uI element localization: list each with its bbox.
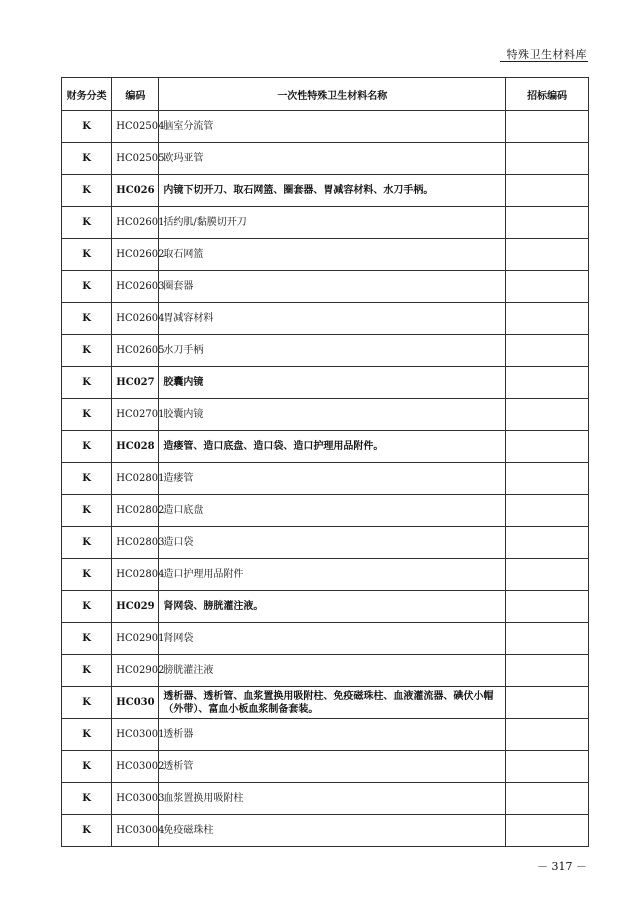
finance-category-cell: K [62,719,112,751]
item-code-cell: HC029 [112,591,159,623]
item-code-cell: HC02504 [112,111,159,143]
bid-code-cell [506,751,589,783]
bid-code-cell [506,527,589,559]
item-code-cell: HC02604 [112,303,159,335]
item-code-cell: HC028 [112,431,159,463]
bid-code-cell [506,559,589,591]
bid-code-cell [506,175,589,207]
bid-code-cell [506,783,589,815]
item-code-cell: HC02803 [112,527,159,559]
material-name-cell: 造口袋 [159,527,506,559]
table-row [62,303,589,335]
bid-code-cell [506,687,589,719]
table-row [62,559,589,591]
finance-category-cell: K [62,463,112,495]
bid-code-cell [506,335,589,367]
finance-category-cell: K [62,559,112,591]
finance-category-cell: K [62,239,112,271]
bid-code-cell [506,143,589,175]
item-code-cell: HC02601 [112,207,159,239]
item-code-cell: HC03003 [112,783,159,815]
finance-category-cell: K [62,495,112,527]
material-name-cell: 造口护理用品附件 [159,559,506,591]
table-row [62,495,589,527]
finance-category-cell: K [62,303,112,335]
item-code-cell: HC03002 [112,751,159,783]
bid-code-cell [506,207,589,239]
material-name-cell: 胃减容材料 [159,303,506,335]
table-row [62,719,589,751]
finance-category-cell: K [62,591,112,623]
material-name-cell: 取石网篮 [159,239,506,271]
finance-category-cell: K [62,399,112,431]
finance-category-cell: K [62,143,112,175]
finance-category-cell: K [62,431,112,463]
finance-category-cell: K [62,367,112,399]
bid-code-cell [506,719,589,751]
table-row [62,751,589,783]
material-name-cell: 圈套器 [159,271,506,303]
page-number: － 317 － [537,860,587,873]
item-code-cell: HC02603 [112,271,159,303]
material-name-cell: 膀胱灌注液 [159,655,506,687]
item-code-cell: HC02605 [112,335,159,367]
table-row [62,111,589,143]
bid-code-cell [506,303,589,335]
table-header-row [62,78,589,111]
item-code-cell: HC027 [112,367,159,399]
material-name-cell: 肾网袋 [159,623,506,655]
table-row [62,431,589,463]
item-code-cell: HC030 [112,687,159,719]
table-row [62,591,589,623]
bid-code-cell [506,399,589,431]
finance-category-cell: K [62,271,112,303]
item-code-cell: HC03001 [112,719,159,751]
material-name-cell: 造瘘管、造口底盘、造口袋、造口护理用品附件。 [159,431,506,463]
item-code-cell: HC02602 [112,239,159,271]
bid-code-cell [506,271,589,303]
table-row [62,783,589,815]
material-name-cell: 欧玛亚管 [159,143,506,175]
table-row [62,655,589,687]
table-row [62,367,589,399]
material-name-cell: 造口底盘 [159,495,506,527]
bid-code-cell [506,591,589,623]
material-name-cell: 括约肌/黏膜切开刀 [159,207,506,239]
finance-category-cell: K [62,527,112,559]
bid-code-cell [506,815,589,847]
finance-category-cell: K [62,111,112,143]
bid-code-cell [506,239,589,271]
table-row [62,527,589,559]
bid-code-cell [506,463,589,495]
table-row [62,175,589,207]
table-row [62,463,589,495]
bid-code-cell [506,367,589,399]
item-code-cell: HC02902 [112,655,159,687]
table-row [62,399,589,431]
item-code-cell: HC02901 [112,623,159,655]
material-name-cell: 透析器 [159,719,506,751]
table-row [62,687,589,719]
material-name-cell: 肾网袋、膀胱灌注液。 [159,591,506,623]
column-header-bid-code: 招标编码 [506,78,589,111]
column-header-code: 编码 [112,78,159,111]
bid-code-cell [506,623,589,655]
finance-category-cell: K [62,687,112,719]
material-name-cell: 水刀手柄 [159,335,506,367]
material-name-cell: 内镜下切开刀、取石网篮、圈套器、胃减容材料、水刀手柄。 [159,175,506,207]
table-body [62,111,589,847]
material-name-cell: 造瘘管 [159,463,506,495]
table-row [62,207,589,239]
column-header-name: 一次性特殊卫生材料名称 [159,78,506,111]
material-name-cell: 透析管 [159,751,506,783]
table-row [62,335,589,367]
finance-category-cell: K [62,175,112,207]
bid-code-cell [506,431,589,463]
item-code-cell: HC02804 [112,559,159,591]
finance-category-cell: K [62,623,112,655]
material-name-cell: 透析器、透析管、血浆置换用吸附柱、免疫磁珠柱、血液灌流器、碘伏小帽（外带）、富血小板血浆制备套装。 [159,687,506,719]
finance-category-cell: K [62,207,112,239]
header-rule [500,61,588,62]
bid-code-cell [506,495,589,527]
table-row [62,271,589,303]
item-code-cell: HC02802 [112,495,159,527]
materials-table [61,77,589,847]
finance-category-cell: K [62,335,112,367]
material-name-cell: 胶囊内镜 [159,367,506,399]
table-row [62,143,589,175]
column-header-finance: 财务分类 [62,78,112,111]
item-code-cell: HC02801 [112,463,159,495]
material-name-cell: 脑室分流管 [159,111,506,143]
bid-code-cell [506,111,589,143]
item-code-cell: HC02701 [112,399,159,431]
table-row [62,623,589,655]
table-row [62,815,589,847]
bid-code-cell [506,655,589,687]
material-name-cell: 胶囊内镜 [159,399,506,431]
material-name-cell: 血浆置换用吸附柱 [159,783,506,815]
table-row [62,239,589,271]
item-code-cell: HC026 [112,175,159,207]
running-header: 特殊卫生材料库 [506,48,587,61]
finance-category-cell: K [62,655,112,687]
finance-category-cell: K [62,751,112,783]
material-name-cell: 免疫磁珠柱 [159,815,506,847]
finance-category-cell: K [62,783,112,815]
item-code-cell: HC02505 [112,143,159,175]
item-code-cell: HC03004 [112,815,159,847]
finance-category-cell: K [62,815,112,847]
